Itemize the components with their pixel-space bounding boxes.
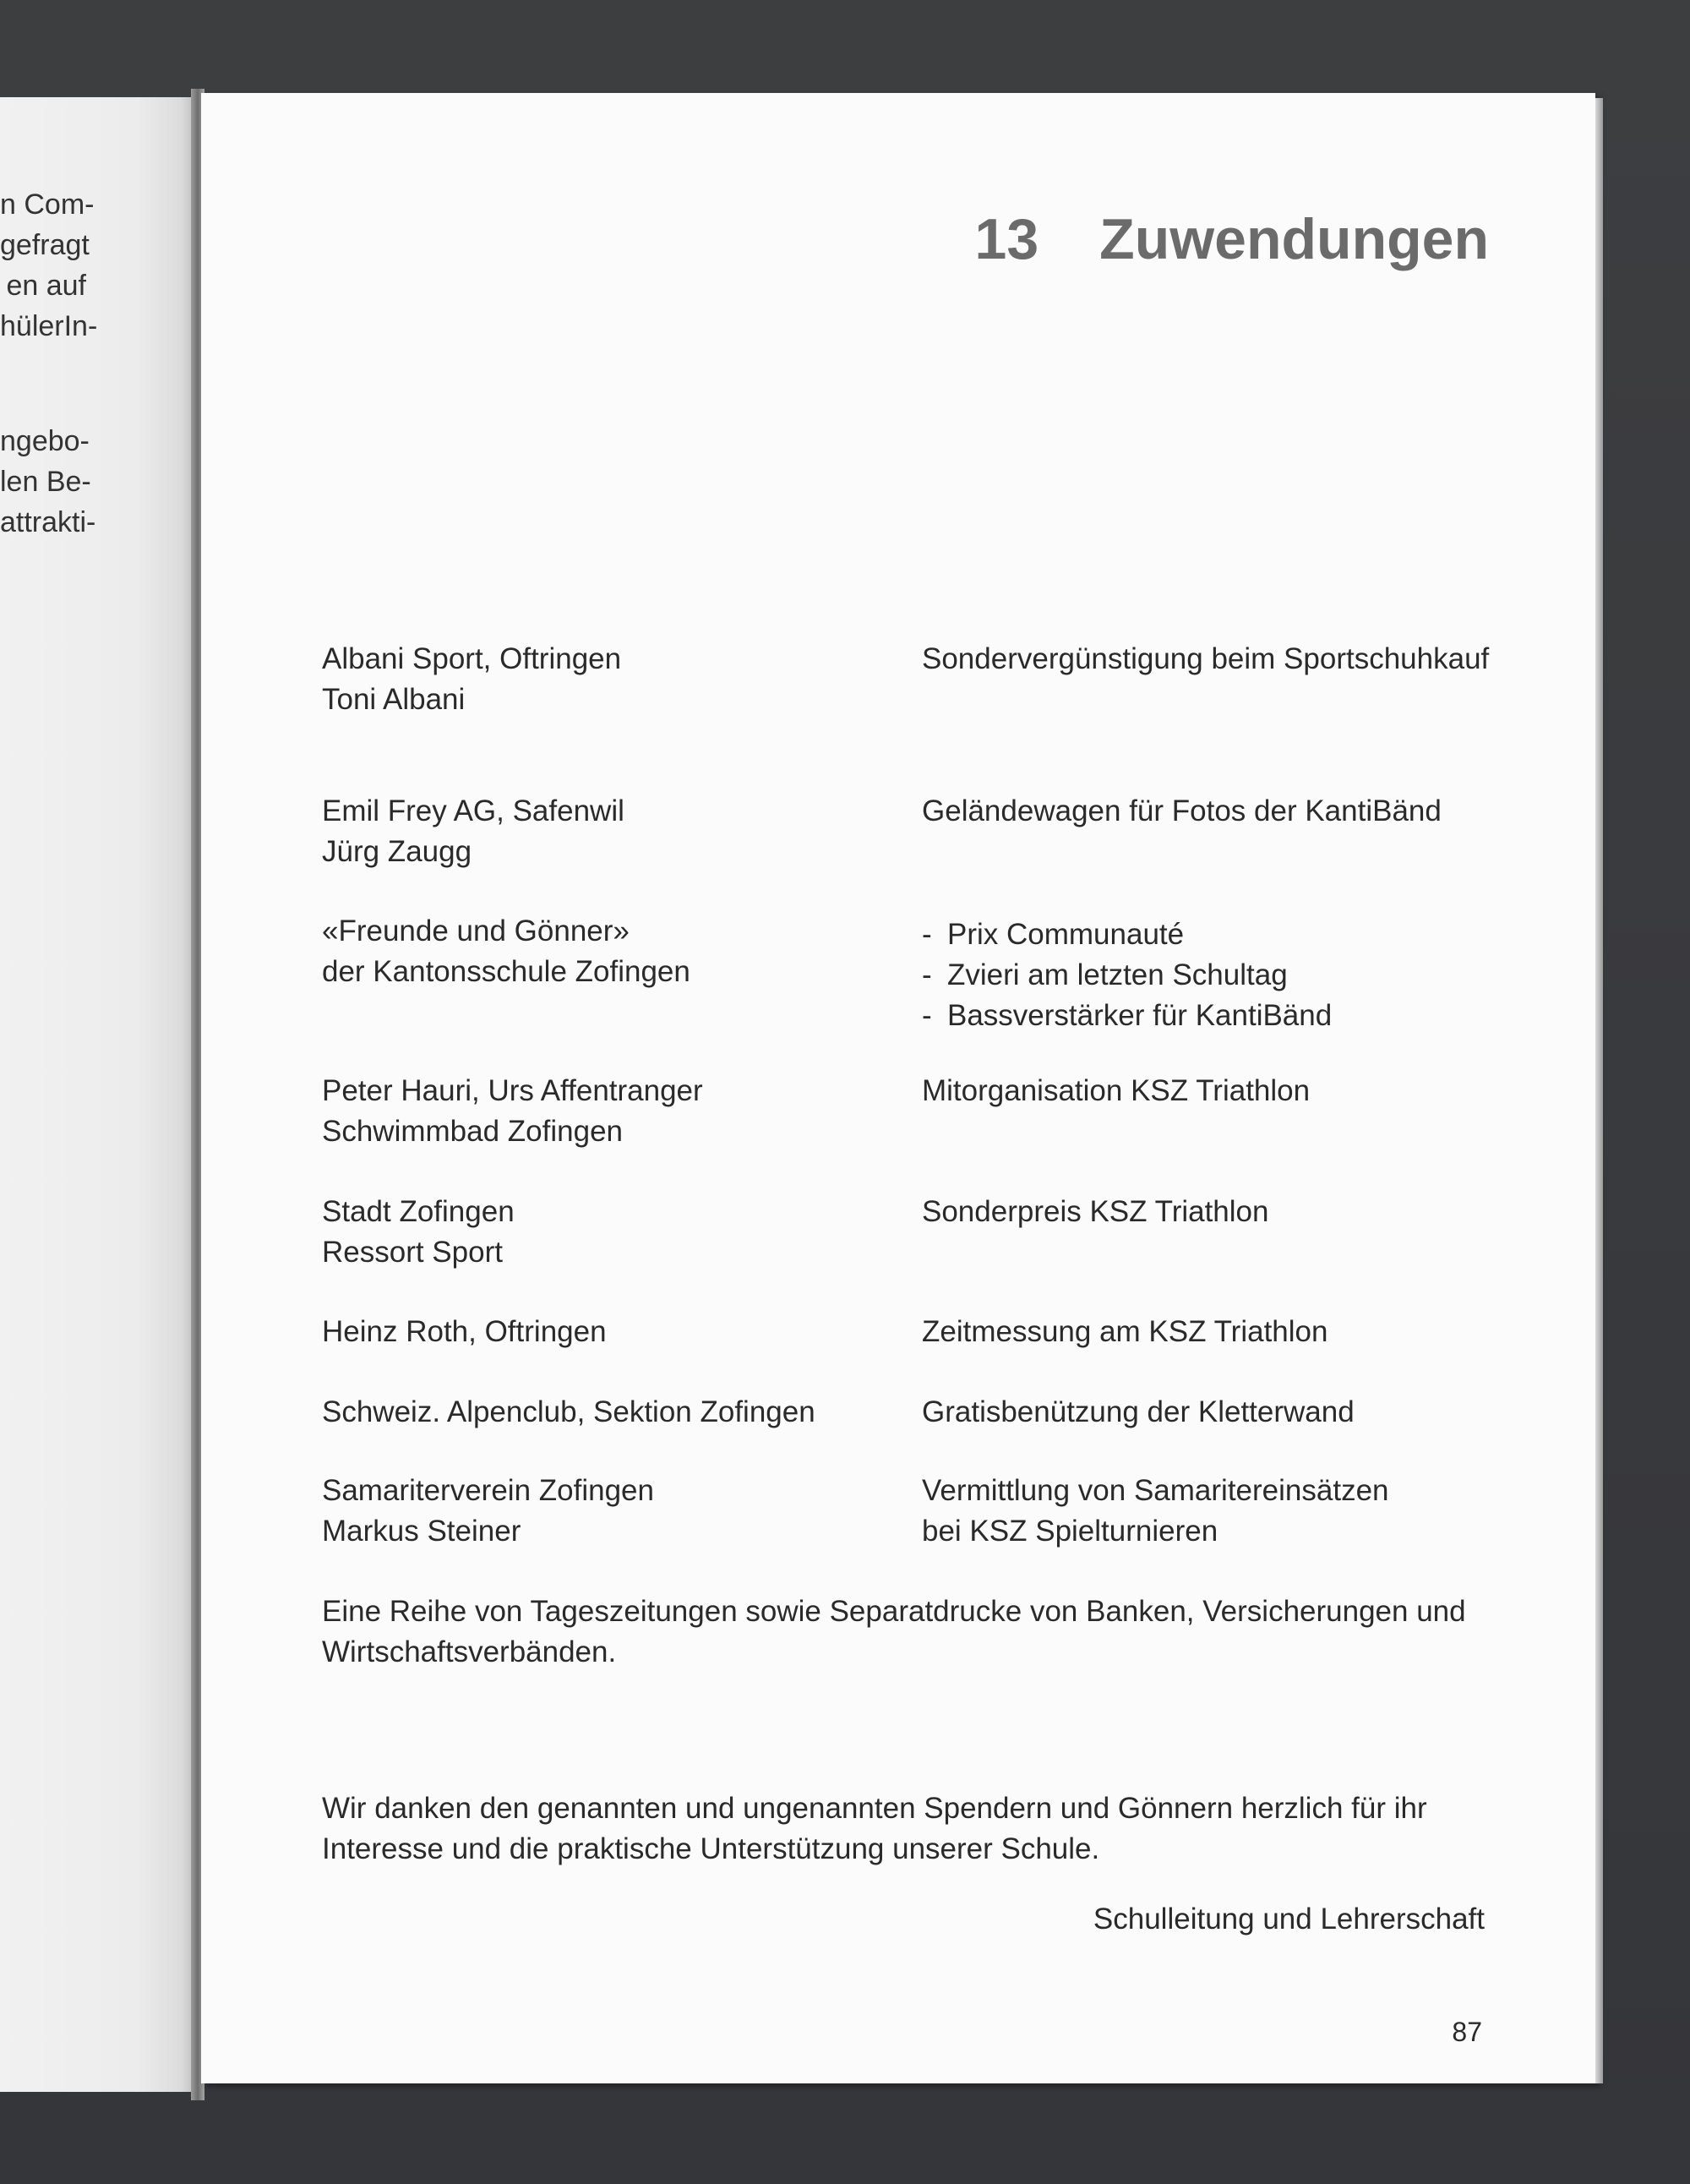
contribution xyxy=(922,1071,1564,1111)
donor-line: Emil Frey AG, Safenwil xyxy=(322,794,624,827)
contribution xyxy=(922,791,1564,832)
donor-line: Schwimmbad Zofingen xyxy=(322,1115,623,1148)
contribution-line: Sondervergünstigung beim Sportschuhkauf xyxy=(922,642,1490,675)
page-number: 87 xyxy=(1452,2017,1482,2047)
contribution-list-item: - Prix Communauté xyxy=(922,915,1564,955)
contribution-line: Geländewagen für Fotos der KantiBänd xyxy=(922,794,1442,827)
left-page-text-bottom xyxy=(0,421,196,543)
thanks-line: Wir danken den genannten und ungenannten Spendern und Gönnern herzlich für ihr xyxy=(322,1792,1427,1825)
donor-line: Toni Albani xyxy=(322,683,466,716)
donor-line: der Kantonsschule Zofingen xyxy=(322,955,690,988)
donor-line: Heinz Roth, Oftringen xyxy=(322,1315,607,1348)
list-marker: - xyxy=(922,999,932,1032)
contribution xyxy=(922,1392,1564,1433)
thanks-line: Interesse und die praktische Unterstützung unserer Schule. xyxy=(322,1832,1100,1865)
left-page-line: ngebo- xyxy=(0,425,90,457)
donor-name xyxy=(322,1192,905,1273)
left-page-line: attrakti- xyxy=(0,506,96,538)
note-line: Eine Reihe von Tageszeitungen sowie Separatdrucke von Banken, Versicherungen und xyxy=(322,1595,1466,1628)
contribution-line: Zeitmessung am KSZ Triathlon xyxy=(922,1315,1328,1348)
left-facing-page xyxy=(0,97,196,2092)
donor-name xyxy=(322,791,905,872)
donor-name xyxy=(322,1071,905,1152)
contribution xyxy=(922,1471,1564,1552)
thanks-paragraph xyxy=(322,1788,1481,1870)
donor-line: Jürg Zaugg xyxy=(322,835,472,868)
left-page-line: len Be- xyxy=(0,466,91,498)
donor-line: Stadt Zofingen xyxy=(322,1195,515,1228)
right-page xyxy=(201,93,1595,2083)
left-page-line: gefragt xyxy=(0,229,90,261)
left-page-line: hülerIn- xyxy=(0,310,98,342)
contribution-line: bei KSZ Spielturnieren xyxy=(922,1515,1218,1548)
left-page-line: n Com- xyxy=(0,188,95,221)
donor-name xyxy=(322,911,905,992)
donor-name xyxy=(322,1312,905,1352)
list-marker: - xyxy=(922,918,932,951)
newspapers-note xyxy=(322,1592,1481,1673)
left-page-text-top xyxy=(0,184,196,347)
donor-line: Albani Sport, Oftringen xyxy=(322,642,622,675)
donor-line: «Freunde und Gönner» xyxy=(322,915,630,947)
donor-line: Samariterverein Zofingen xyxy=(322,1474,654,1507)
donor-line: Schweiz. Alpenclub, Sektion Zofingen xyxy=(322,1395,815,1428)
note-line: Wirtschaftsverbänden. xyxy=(322,1635,617,1668)
contribution-list-item: - Zvieri am letzten Schultag xyxy=(922,955,1564,996)
signature: Schulleitung und Lehrerschaft xyxy=(1093,1903,1485,1936)
donor-name xyxy=(322,1392,905,1433)
donor-line: Ressort Sport xyxy=(322,1236,503,1269)
page-edge xyxy=(1595,98,1603,2083)
contribution-list xyxy=(922,915,1564,1036)
contribution-line: Vermittlung von Samaritereinsätzen xyxy=(922,1474,1389,1507)
contribution-line: Gratisbenützung der Kletterwand xyxy=(922,1395,1355,1428)
contribution-line: Mitorganisation KSZ Triathlon xyxy=(922,1074,1311,1107)
left-page-line: en auf xyxy=(6,270,86,302)
donor-name xyxy=(322,639,905,720)
donor-name xyxy=(322,1471,905,1552)
donor-line: Peter Hauri, Urs Affentranger xyxy=(322,1074,703,1107)
contribution-line: Sonderpreis KSZ Triathlon xyxy=(922,1195,1269,1228)
contribution xyxy=(922,639,1564,680)
chapter-title: Zuwendungen xyxy=(1099,207,1489,271)
contribution xyxy=(922,1192,1564,1232)
donor-line: Markus Steiner xyxy=(322,1515,521,1548)
list-marker: - xyxy=(922,958,932,991)
chapter-number: 13 xyxy=(974,207,1039,271)
page-title xyxy=(975,206,1489,272)
contribution xyxy=(922,1312,1564,1352)
contribution-list-item: - Bassverstärker für KantiBänd xyxy=(922,996,1564,1036)
